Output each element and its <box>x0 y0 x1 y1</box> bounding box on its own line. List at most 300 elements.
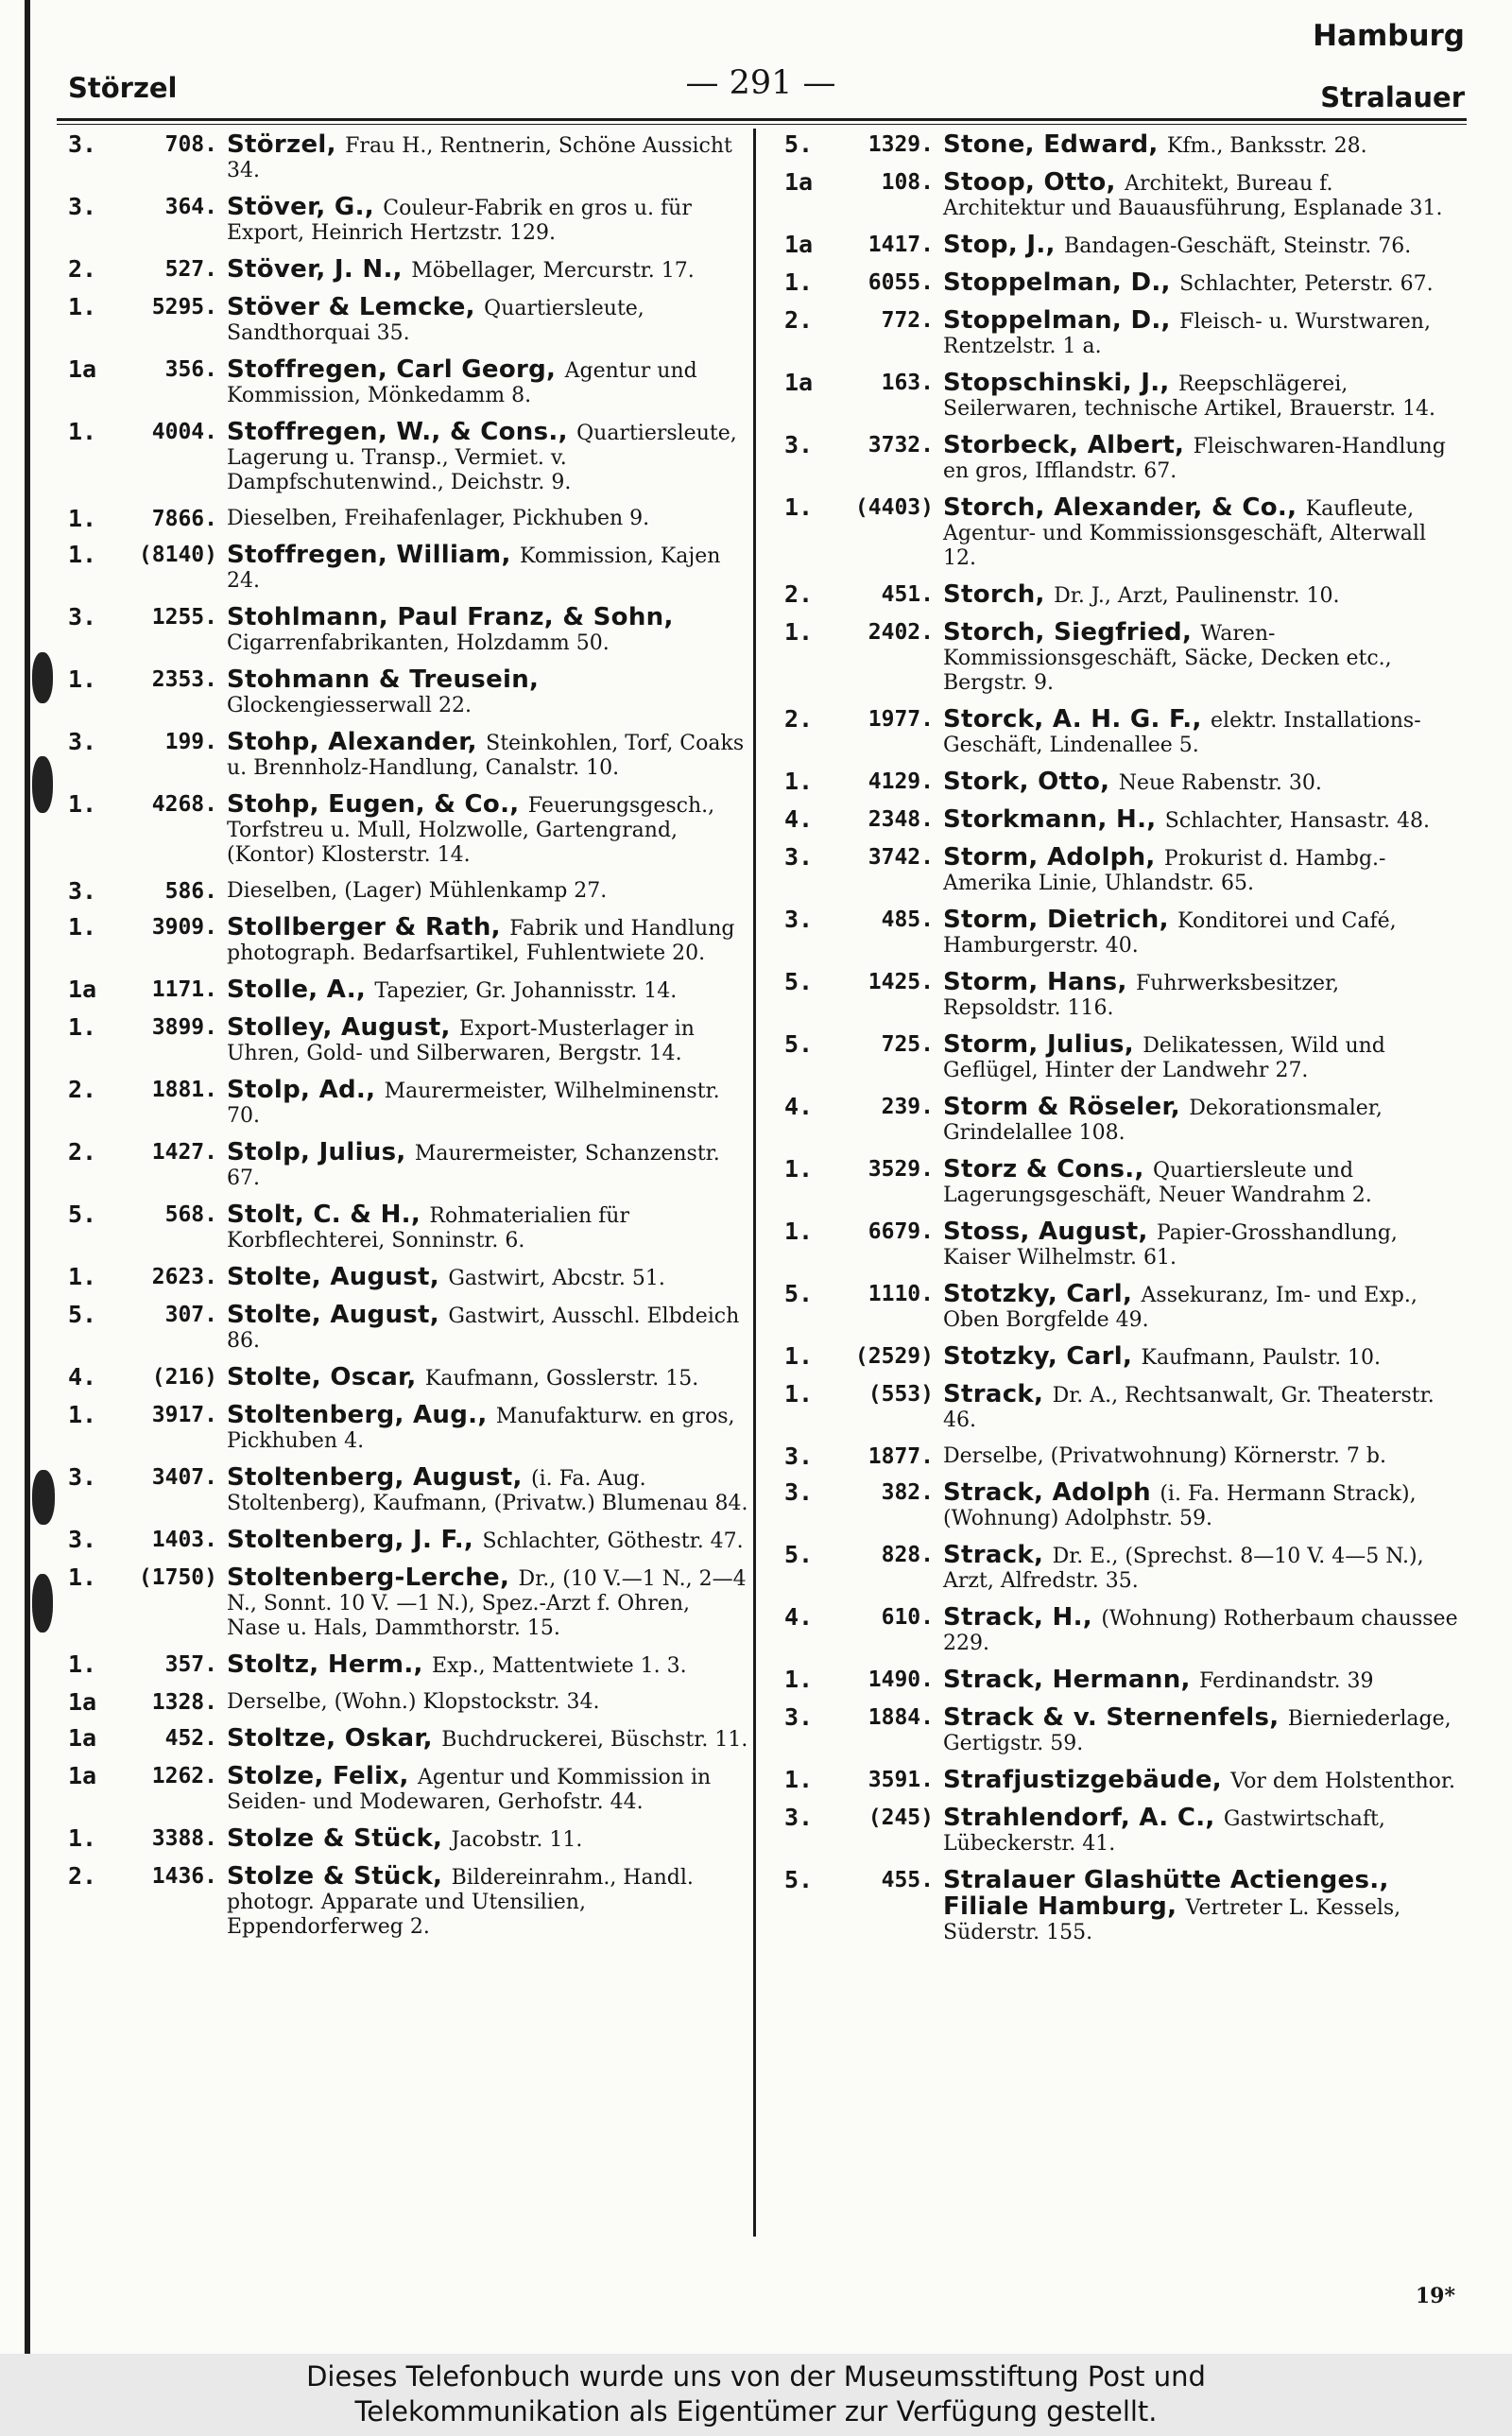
entry-details: (Wohnung) Rotherbaum chaussee 229. <box>943 1607 1458 1655</box>
exchange-class: 1a <box>784 168 814 196</box>
phone-number: 3407. <box>151 1465 217 1490</box>
subscriber-name: Stoop, Otto, <box>943 168 1125 197</box>
exchange-class: 3. <box>68 1526 97 1553</box>
subscriber-name: Strack, Hermann, <box>943 1666 1200 1694</box>
directory-entry <box>68 977 748 1004</box>
entry-details: Kfm., Banksstr. 28. <box>1166 134 1367 158</box>
exchange-class: 5. <box>784 1030 814 1058</box>
directory-entry <box>784 1382 1460 1433</box>
entry-body <box>227 1690 748 1715</box>
directory-entry <box>784 1157 1460 1208</box>
subscriber-name: Stolp, Julius, <box>227 1138 415 1166</box>
phone-number: 527. <box>164 257 217 282</box>
subscriber-name: Storch, Alexander, & Co., <box>943 493 1306 522</box>
phone-number: 364. <box>164 195 217 219</box>
exchange-class: 1. <box>68 293 97 320</box>
entry-body <box>227 1652 748 1679</box>
subscriber-name: Stoffregen, Carl Georg, <box>227 355 565 384</box>
exchange-class: 1. <box>784 1380 814 1408</box>
entry-details: Dieselben, Freihafenlager, Pickhuben 9. <box>227 507 650 530</box>
directory-entry <box>68 195 748 246</box>
directory-entry <box>784 433 1460 484</box>
subscriber-name: Stoffregen, W., & Cons., <box>227 418 577 446</box>
entry-body <box>227 1202 748 1253</box>
entry-body <box>227 132 748 183</box>
entry-body <box>227 195 748 246</box>
entry-body <box>227 420 748 495</box>
directory-entry <box>784 1868 1460 1945</box>
directory-entry <box>784 1282 1460 1333</box>
phone-number: 1977. <box>868 707 934 732</box>
directory-entry <box>68 1140 748 1191</box>
directory-entry <box>68 1826 748 1853</box>
entry-body <box>943 1480 1460 1531</box>
entry-body <box>227 543 748 594</box>
entry-details: Vertreter L. Kessels, Süderstr. 155. <box>943 1896 1401 1944</box>
entry-body <box>943 233 1460 259</box>
entry-body <box>943 907 1460 959</box>
entry-details: Schlachter, Hansastr. 48. <box>1164 809 1431 833</box>
exchange-class: 5. <box>784 968 814 995</box>
entry-body <box>227 1528 748 1554</box>
entry-details: Dr. A., Rechtsanwalt, Gr. Theaterstr. 46. <box>943 1384 1435 1432</box>
directory-entry <box>68 507 748 531</box>
subscriber-name: Stone, Edward, <box>943 130 1167 159</box>
entry-details: Bildereinrahm., Handl. photogr. Apparate und Utensilien, Eppendorferweg 2. <box>227 1866 694 1939</box>
entry-body <box>227 1265 748 1291</box>
exchange-class: 3. <box>68 603 97 631</box>
entry-body <box>943 308 1460 359</box>
entry-details: Vor dem Holstenthor. <box>1230 1770 1456 1793</box>
entry-body <box>227 1078 748 1129</box>
right-column <box>784 132 1460 1957</box>
entry-details: Delikatessen, Wild und Geflügel, Hinter der Landwehr 27. <box>943 1034 1385 1082</box>
phone-number: 1427. <box>151 1140 217 1165</box>
entry-details: Kaufmann, Paulstr. 10. <box>1141 1346 1382 1370</box>
entry-body <box>943 970 1460 1021</box>
phone-number: 3909. <box>151 915 217 940</box>
subscriber-name: Storm, Dietrich, <box>943 906 1178 934</box>
exchange-class: 3. <box>784 906 814 933</box>
phone-number: 1436. <box>151 1864 217 1889</box>
exchange-class: 1. <box>68 1401 97 1428</box>
subscriber-name: Stork, Otto, <box>943 768 1119 796</box>
phone-number: 452. <box>164 1726 217 1751</box>
phone-number: (553) <box>868 1382 934 1407</box>
entry-details: Fleisch- u. Wurstwaren, Rentzelstr. 1 a. <box>943 310 1431 358</box>
exchange-class: 3. <box>68 877 97 905</box>
phone-number: 451. <box>881 582 934 607</box>
entry-body <box>227 1465 748 1516</box>
directory-entry <box>68 915 748 966</box>
exchange-class: 2. <box>68 1138 97 1166</box>
exchange-class: 4. <box>784 1093 814 1120</box>
phone-number: 6055. <box>868 270 934 295</box>
page-number: — 291 — <box>685 64 836 102</box>
entry-details: Manufakturw. en gros, Pickhuben 4. <box>227 1405 735 1453</box>
phone-number: 772. <box>881 308 934 333</box>
phone-number: 1425. <box>868 970 934 994</box>
subscriber-name: Storch, <box>943 580 1055 609</box>
directory-entry <box>68 1465 748 1516</box>
entry-details: Dr. J., Arzt, Paulinenstr. 10. <box>1054 584 1340 608</box>
directory-entry <box>68 792 748 868</box>
phone-number: 4004. <box>151 420 217 444</box>
exchange-class: 1. <box>784 1342 814 1370</box>
exchange-class: 3. <box>784 1443 814 1470</box>
entry-body <box>227 1826 748 1853</box>
entry-details: Schlachter, Göthestr. 47. <box>482 1529 744 1553</box>
phone-number: 828. <box>881 1543 934 1567</box>
exchange-class: 2. <box>784 306 814 334</box>
exchange-class: 1. <box>68 1013 97 1041</box>
header-rule <box>57 118 1467 125</box>
directory-entry <box>68 1690 748 1715</box>
phone-number: 356. <box>164 357 217 382</box>
directory-entry <box>784 1444 1460 1469</box>
exchange-class: 1. <box>68 1824 97 1852</box>
exchange-class: 1. <box>68 1564 97 1591</box>
exchange-class: 5. <box>784 130 814 158</box>
exchange-class: 1. <box>784 1155 814 1183</box>
exchange-class: 5. <box>784 1280 814 1307</box>
phone-number: 1881. <box>151 1078 217 1102</box>
directory-entry <box>68 1078 748 1129</box>
entry-details: Export-Musterlager in Uhren, Gold- und Silberwaren, Bergstr. 14. <box>227 1017 695 1065</box>
exchange-class: 1. <box>68 665 97 693</box>
phone-number: (4403) <box>854 495 934 520</box>
entry-details: Papier-Grosshandlung, Kaiser Wilhelmstr. 61. <box>943 1221 1398 1270</box>
directory-entry <box>784 308 1460 359</box>
entry-details: Agentur und Kommission, Mönkedamm 8. <box>227 359 697 407</box>
directory-entry <box>784 1543 1460 1594</box>
entry-details: Möbellager, Mercurstr. 17. <box>411 259 695 283</box>
subscriber-name: Stopschinski, J., <box>943 369 1178 397</box>
subscriber-name: Stolte, Oscar, <box>227 1363 425 1391</box>
phone-number: 1329. <box>868 132 934 157</box>
subscriber-name: Stöver & Lemcke, <box>227 293 485 321</box>
entry-body <box>943 1344 1460 1371</box>
exchange-class: 1. <box>784 1218 814 1245</box>
directory-entry <box>68 1303 748 1354</box>
entry-body <box>943 845 1460 896</box>
entry-details: Fuhrwerksbesitzer, Repsoldstr. 116. <box>943 972 1340 1020</box>
phone-number: 1417. <box>868 233 934 257</box>
exchange-class: 1. <box>68 505 97 532</box>
entry-body <box>227 1303 748 1354</box>
directory-entry <box>68 295 748 346</box>
exchange-class: 3. <box>68 130 97 158</box>
subscriber-name: Störzel, <box>227 130 346 159</box>
directory-entry <box>784 1805 1460 1857</box>
exchange-class: 1. <box>68 541 97 568</box>
entry-details: (i. Fa. Aug. Stoltenberg), Kaufmann, (Privatw.) Blumenau 84. <box>227 1467 748 1515</box>
subscriber-name: Storkmann, H., <box>943 805 1165 834</box>
entry-body <box>943 170 1460 221</box>
scan-hole-mark <box>32 1574 53 1633</box>
entry-details: Reepschlägerei, Seilerwaren, technische Artikel, Brauerstr. 14. <box>943 372 1436 421</box>
directory-entry <box>68 1403 748 1454</box>
phone-number: 357. <box>164 1652 217 1677</box>
exchange-class: 3. <box>784 1478 814 1506</box>
entry-details: (i. Fa. Hermann Strack), (Wohnung) Adolphstr. 59. <box>943 1482 1417 1530</box>
entry-details: Kommission, Kajen 24. <box>227 544 721 593</box>
subscriber-name: Stolte, August, <box>227 1301 449 1329</box>
phone-number: 4129. <box>868 769 934 794</box>
exchange-class: 1. <box>68 1650 97 1678</box>
entry-details: Gastwirtschaft, Lübeckerstr. 41. <box>943 1807 1385 1856</box>
directory-entry <box>784 371 1460 422</box>
entry-body <box>943 132 1460 159</box>
entry-details: Quartiersleute, Sandthorquai 35. <box>227 297 644 345</box>
phone-number: (216) <box>151 1365 217 1390</box>
entry-details: Maurermeister, Schanzenstr. 67. <box>227 1142 720 1190</box>
entry-body <box>227 1015 748 1066</box>
phone-number: 3742. <box>868 845 934 870</box>
entry-body <box>943 371 1460 422</box>
phone-number: 3591. <box>868 1768 934 1792</box>
phone-number: (2529) <box>854 1344 934 1369</box>
exchange-class: 2. <box>784 580 814 608</box>
entry-body <box>227 977 748 1004</box>
entry-body <box>227 667 748 718</box>
phone-number: 1490. <box>868 1667 934 1692</box>
exchange-class: 4. <box>784 805 814 833</box>
directory-entry <box>784 807 1460 834</box>
entry-details: Konditorei und Café, Hamburgerstr. 40. <box>943 909 1397 958</box>
exchange-class: 1a <box>68 1762 97 1789</box>
subscriber-name: Stolze & Stück, <box>227 1824 452 1853</box>
entry-body <box>227 1403 748 1454</box>
entry-body <box>943 1805 1460 1857</box>
directory-entry <box>784 1032 1460 1083</box>
entry-body <box>943 1444 1460 1469</box>
phone-number: 1110. <box>868 1282 934 1306</box>
entry-details: Dr. E., (Sprechst. 8—10 V. 4—5 N.), Arzt, Alfredstr. 35. <box>943 1545 1424 1593</box>
phone-number: 307. <box>164 1303 217 1327</box>
subscriber-name: Stoffregen, William, <box>227 541 520 569</box>
phone-number: 3529. <box>868 1157 934 1182</box>
directory-entry <box>68 1015 748 1066</box>
directory-entry <box>784 233 1460 259</box>
exchange-class: 1. <box>784 493 814 521</box>
entry-body <box>943 1543 1460 1594</box>
entry-body <box>943 1768 1460 1794</box>
directory-entry <box>68 1202 748 1253</box>
exchange-class: 3. <box>784 1804 814 1831</box>
entry-body <box>943 1667 1460 1694</box>
directory-entry <box>68 1365 748 1391</box>
entry-body <box>227 357 748 408</box>
entry-body <box>227 605 748 656</box>
scan-hole-mark <box>32 756 53 813</box>
phone-number: 2348. <box>868 807 934 832</box>
directory-entry <box>784 1667 1460 1694</box>
directory-entry <box>784 1705 1460 1756</box>
entry-details: Steinkohlen, Torf, Coaks u. Brennholz-Handlung, Canalstr. 10. <box>227 732 745 780</box>
subscriber-name: Storm, Julius, <box>943 1030 1143 1059</box>
directory-entry <box>68 257 748 284</box>
entry-body <box>943 1219 1460 1270</box>
subscriber-name: Strafjustizgebäude, <box>943 1766 1231 1794</box>
subscriber-name: Stop, J., <box>943 231 1065 259</box>
entry-details: Gastwirt, Abcstr. 51. <box>448 1267 665 1290</box>
header-city: Hamburg <box>1313 19 1465 53</box>
header-first-entry: Störzel <box>68 72 178 104</box>
phone-number: 2353. <box>151 667 217 692</box>
subscriber-name: Storm, Adolph, <box>943 843 1164 872</box>
entry-details: Tapezier, Gr. Johannisstr. 14. <box>374 979 678 1003</box>
entry-details: Gastwirt, Ausschl. Elbdeich 86. <box>227 1304 740 1353</box>
exchange-class: 1. <box>68 418 97 445</box>
subscriber-name: Strack & v. Sternenfels, <box>943 1703 1288 1732</box>
entry-body <box>227 1365 748 1391</box>
entry-details: Prokurist d. Hambg.-Amerika Linie, Uhlandstr. 65. <box>943 847 1386 895</box>
header-last-entry: Stralauer <box>1320 81 1465 113</box>
subscriber-name: Strack, Adolph <box>943 1478 1160 1507</box>
subscriber-name: Stohp, Alexander, <box>227 728 487 756</box>
exchange-class: 4. <box>784 1603 814 1631</box>
entry-details: Fabrik und Handlung photograph. Bedarfsartikel, Fuhlentwiete 20. <box>227 917 735 965</box>
subscriber-name: Stoltz, Herm., <box>227 1650 433 1679</box>
exchange-class: 1. <box>784 768 814 795</box>
directory-entry <box>784 495 1460 571</box>
directory-entry <box>784 1344 1460 1371</box>
phone-number: 568. <box>164 1202 217 1227</box>
entry-body <box>227 1864 748 1940</box>
phone-number: 455. <box>881 1868 934 1892</box>
directory-entry <box>68 1864 748 1940</box>
directory-entry <box>784 845 1460 896</box>
subscriber-name: Stohlmann, Paul Franz, & Sohn, <box>227 603 674 631</box>
entry-details: Waren-Kommissionsgeschäft, Säcke, Decken etc., Bergstr. 9. <box>943 622 1392 695</box>
directory-entry <box>68 1726 748 1753</box>
phone-number: 3732. <box>868 433 934 458</box>
phone-number: 163. <box>881 371 934 395</box>
entry-details: Frau H., Rentnerin, Schöne Aussicht 34. <box>227 134 732 182</box>
phone-number: 3899. <box>151 1015 217 1040</box>
entry-details: Exp., Mattentwiete 1. 3. <box>432 1654 687 1678</box>
directory-entry <box>784 907 1460 959</box>
entry-details: Dekorationsmaler, Grindelallee 108. <box>943 1097 1383 1145</box>
directory-entry <box>784 1219 1460 1270</box>
exchange-class: 2. <box>68 255 97 283</box>
phone-number: 4268. <box>151 792 217 817</box>
entry-details: Jacobstr. 11. <box>451 1828 583 1852</box>
subscriber-name: Stollberger & Rath, <box>227 913 510 942</box>
subscriber-name: Stoltze, Oskar, <box>227 1724 442 1753</box>
entry-details: Rohmaterialien für Korbflechterei, Sonninstr. 6. <box>227 1204 629 1253</box>
subscriber-name: Stöver, G., <box>227 193 384 221</box>
exchange-class: 1a <box>68 976 97 1003</box>
directory-entry <box>784 582 1460 609</box>
phone-number: (8140) <box>138 543 217 567</box>
entry-details: Quartiersleute, Lagerung u. Transp., Vermiet. v. Dampfschutenwind., Deichstr. 9. <box>227 422 737 494</box>
exchange-class: 3. <box>68 193 97 220</box>
entry-body <box>227 295 748 346</box>
subscriber-name: Stoltenberg, Aug., <box>227 1401 496 1429</box>
directory-entry <box>68 420 748 495</box>
entry-body <box>943 807 1460 834</box>
phone-number: 1328. <box>151 1690 217 1715</box>
entry-body <box>943 620 1460 696</box>
entry-body <box>227 730 748 781</box>
directory-entry <box>68 1764 748 1815</box>
directory-entry <box>784 1768 1460 1794</box>
exchange-class: 5. <box>784 1866 814 1893</box>
subscriber-name: Stotzky, Carl, <box>943 1280 1142 1308</box>
phone-number: 1171. <box>151 977 217 1002</box>
phone-number: 708. <box>164 132 217 157</box>
entry-body <box>943 1382 1460 1433</box>
entry-details: Bandagen-Geschäft, Steinstr. 76. <box>1064 234 1412 258</box>
directory-entry <box>68 543 748 594</box>
entry-body <box>227 915 748 966</box>
entry-details: Derselbe, (Wohn.) Klopstockstr. 34. <box>227 1690 600 1714</box>
subscriber-name: Strack, H., <box>943 1603 1102 1632</box>
exchange-class: 4. <box>68 1363 97 1391</box>
phone-number: 1403. <box>151 1528 217 1552</box>
column-divider <box>753 129 756 2237</box>
phone-number: 6679. <box>868 1219 934 1244</box>
phone-number: 586. <box>164 879 217 904</box>
entry-details: Dr., (10 V.—1 N., 2—4 N., Sonnt. 10 V. —1 N.), Spez.-Arzt f. Ohren, Nase u. Hals, Dammthorstr. 15. <box>227 1567 747 1640</box>
entry-body <box>943 707 1460 758</box>
subscriber-name: Stohmann & Treusein, <box>227 665 540 694</box>
entry-body <box>943 1032 1460 1083</box>
directory-entry <box>784 132 1460 159</box>
subscriber-name: Storch, Siegfried, <box>943 618 1201 647</box>
entry-body <box>943 1705 1460 1756</box>
footer-notice-line: Dieses Telefonbuch wurde uns von der Museumsstiftung Post und <box>306 2360 1206 2393</box>
entry-details: Ferdinandstr. 39 <box>1199 1669 1374 1693</box>
exchange-class: 1. <box>68 913 97 941</box>
entry-details: Schlachter, Peterstr. 67. <box>1179 272 1434 296</box>
phone-number: 199. <box>164 730 217 754</box>
phone-number: 239. <box>881 1095 934 1119</box>
phone-number: 5295. <box>151 295 217 320</box>
exchange-class: 1. <box>784 1766 814 1793</box>
exchange-class: 2. <box>68 1862 97 1890</box>
entry-details: elektr. Installations-Geschäft, Lindenallee 5. <box>943 709 1421 757</box>
subscriber-name: Stolze & Stück, <box>227 1862 452 1891</box>
subscriber-name: Stotzky, Carl, <box>943 1342 1142 1371</box>
exchange-class: 1. <box>68 790 97 818</box>
subscriber-name: Stohp, Eugen, & Co., <box>227 790 528 819</box>
sheet-mark: 19* <box>1415 2284 1455 2308</box>
exchange-class: 1a <box>68 355 97 383</box>
subscriber-name: Storz & Cons., <box>943 1155 1153 1183</box>
entry-body <box>943 270 1460 297</box>
entry-details: Feuerungsgesch., Torfstreu u. Mull, Holzwolle, Gartengrand, (Kontor) Klosterstr. 14. <box>227 794 715 867</box>
exchange-class: 3. <box>68 1463 97 1491</box>
exchange-class: 1a <box>68 1724 97 1752</box>
subscriber-name: Strack, <box>943 1541 1053 1569</box>
subscriber-name: Stoppelman, D., <box>943 306 1180 335</box>
entry-body <box>227 1764 748 1815</box>
directory-entry <box>68 132 748 183</box>
phone-number: 485. <box>881 907 934 932</box>
exchange-class: 5. <box>68 1201 97 1228</box>
directory-entry <box>784 170 1460 221</box>
subscriber-name: Stolley, August, <box>227 1013 460 1042</box>
subscriber-name: Stoltenberg, August, <box>227 1463 531 1492</box>
phone-number: 3917. <box>151 1403 217 1427</box>
entry-body <box>227 1565 748 1641</box>
exchange-class: 3. <box>784 431 814 458</box>
phone-number: 1884. <box>868 1705 934 1730</box>
directory-entry <box>68 605 748 656</box>
